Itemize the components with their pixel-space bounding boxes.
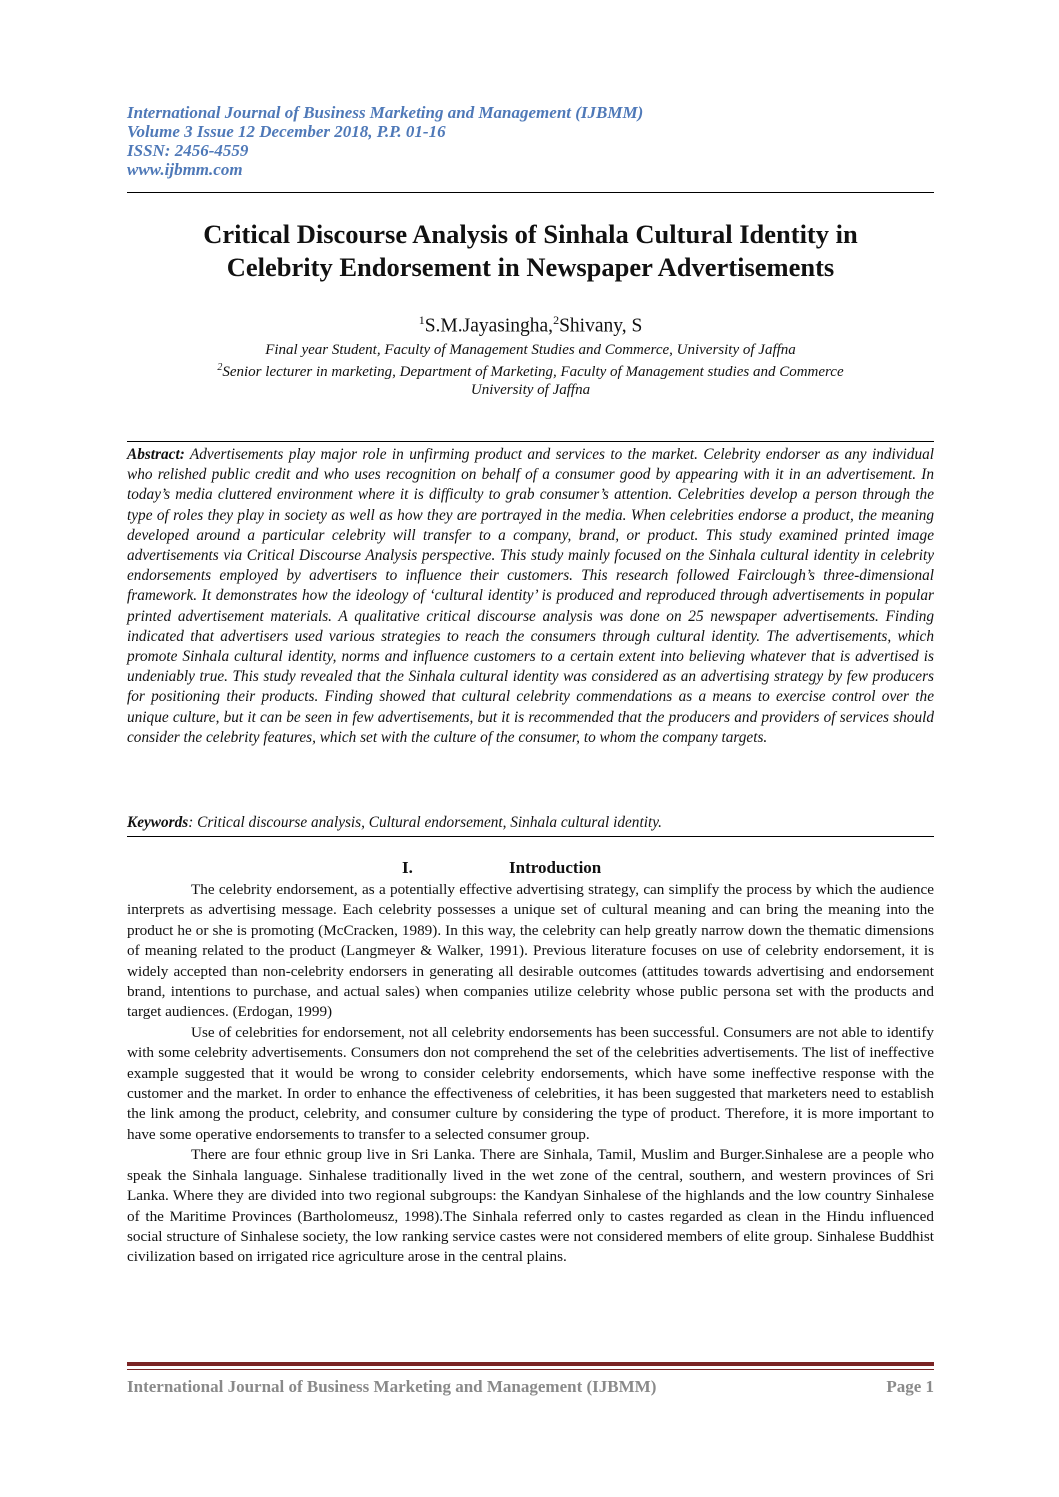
abstract-bottom-rule	[127, 836, 934, 837]
author-list	[127, 308, 934, 339]
title-line-2: Celebrity Endorsement in Newspaper Advertisements	[226, 252, 835, 282]
journal-issn: ISSN: 2456-4559	[127, 141, 249, 160]
affiliations	[127, 341, 934, 399]
journal-website[interactable]: www.ijbmm.com	[127, 160, 243, 179]
abstract-top-rule	[127, 441, 934, 442]
affiliation-2: $^2$Senior lecturer in marketing, Department of Marketing, Faculty of Management studies and Commerce	[217, 362, 844, 380]
paragraph: The celebrity endorsement, as a potentially effective advertising strategy, can simplify the process by which the audience interprets as advertising message. Each celebrity possesses a unique set of cultural meaning and can bring the meaning into the product he or she is promoting (McCracken, 1989). In this way, the celebrity can help greatly narrow down the thematic dimensions of meaning related to the product (Langmeyer & Walker, 1991). Previous literature focuses on use of celebrity endorsement, it is widely accepted than non-celebrity endorsers in generating all desirable outcomes (attitudes towards advertising and endorsement brand, intentions to purchase, and actual sales) when companies utilize celebrity whose public persona set with the products and target audiences. (Erdogan, 1999)	[127, 881, 934, 1021]
abstract-text: Advertisements play major role in unfirming product and services to the market. Celebrity endorser as any individual who relished public credit and who uses recognition on behalf of a consumer good by appearing with it in an advertisement. In today’s media cluttered environment where it is difficulty to grab consumer’s attention. Celebrities develop a person through the type of roles they play in society as well as how they are portrayed in the media. When celebrities endorse a product, the meaning developed around a particular celebrity will transfer to a company, brand, or product. This study examined printed image advertisements via Critical Discourse Analysis perspective. This study mainly focused on the Sinhala cultural identity in celebrity endorsements employed by advertisers to influence their customers. This research followed Fairclough’s three-dimensional framework. It demonstrates how the ideology of ‘cultural identity’ is produced and reproduced through advertisements in popular printed advertisement materials. A qualitative critical discourse analysis was done on 25 newspaper advertisements. Finding indicated that advertisers used various strategies to reach the consumers through cultural identity. The advertisements, which promote Sinhala cultural identity, norms and influence customers to a certain extent into believing whatever that is advertised is undeniably true. This study revealed that the Sinhala cultural identity was considered as an advertising strategy by few producers for positioning their products. Finding showed that cultural celebrity commendations as a means to exercise control over the unique culture, but it can be seen in few advertisements, but it is recommended that the producers and providers of services should consider the celebrity features, which set with the culture of the consumer, to whom the company targets.	[127, 446, 934, 746]
abstract-label: Abstract:	[127, 446, 185, 463]
page-footer	[127, 1376, 934, 1398]
keywords	[127, 813, 934, 833]
author-1-marker: 1	[418, 313, 425, 327]
author-2-marker: 2	[553, 313, 560, 327]
title-line-1: Critical Discourse Analysis of Sinhala Cultural Identity in	[203, 219, 858, 249]
paragraph: Use of celebrities for endorsement, not all celebrity endorsements has been successful. Consumers are not able to identify with some celebrity advertisements. Consumers don not comprehend the set of the celebrities advertisements. The list of ineffective example suggested that it would be wrong to consider celebrity endorsements, which have some ineffective response with the customer and the market. In order to enhance the effectiveness of celebrities, it has been suggested that marketers need to establish the link among the product, celebrity, and consumer culture by considering the type of product. Therefore, it is more important to have some operative endorsements to transfer to a selected consumer group.	[127, 1023, 934, 1143]
author-1: S.M.Jayasingha,	[424, 315, 554, 337]
header-divider	[127, 192, 934, 193]
journal-name: International Journal of Business Marketing and Management (IJBMM)	[127, 103, 644, 122]
keywords-label: Keywords	[127, 814, 189, 831]
author-2: Shivany, S	[559, 315, 643, 337]
paper-title	[127, 218, 934, 284]
section-number: I.	[402, 858, 413, 877]
paragraph: There are four ethnic group live in Sri Lanka. There are Sinhala, Tamil, Muslim and Burger.Sinhalese are a people who speak the Sinhala language. Sinhalese traditionally lived in the wet zone of the central, southern, and western provinces of Sri Lanka. Where they are divided into two regional subgroups: the Kandyan Sinhalese of the highlands and the low country Sinhalese of the Maritime Provinces (Bartholomeusz, 1998).The Sinhala referred only to castes regarded as clean in the Hindu influenced social structure of Sinhalese society, the low ranking service castes were not considered members of elite group. Sinhalese Buddhist civilization based on irrigated rice agriculture arose in the central plains.	[127, 1146, 934, 1266]
body-text	[127, 880, 934, 1268]
section-title: Introduction	[509, 858, 602, 877]
footer-journal: International Journal of Business Marketing and Management (IJBMM)	[127, 1377, 657, 1396]
abstract	[127, 445, 934, 748]
affiliation-3: University of Jaffna	[470, 382, 591, 398]
keywords-text: : Critical discourse analysis, Cultural endorsement, Sinhala cultural identity.	[188, 814, 662, 831]
footer-rule-thick	[127, 1362, 934, 1366]
affiliation-2-marker: 2	[217, 362, 223, 373]
journal-header	[127, 103, 934, 179]
footer-rule-thin	[127, 1369, 934, 1370]
affiliation-1: Final year Student, Faculty of Management Studies and Commerce, University of Jaffna	[265, 342, 796, 358]
journal-volume: Volume 3 Issue 12 December 2018, P.P. 01-16	[127, 122, 446, 141]
page-number: Page 1	[886, 1377, 934, 1396]
